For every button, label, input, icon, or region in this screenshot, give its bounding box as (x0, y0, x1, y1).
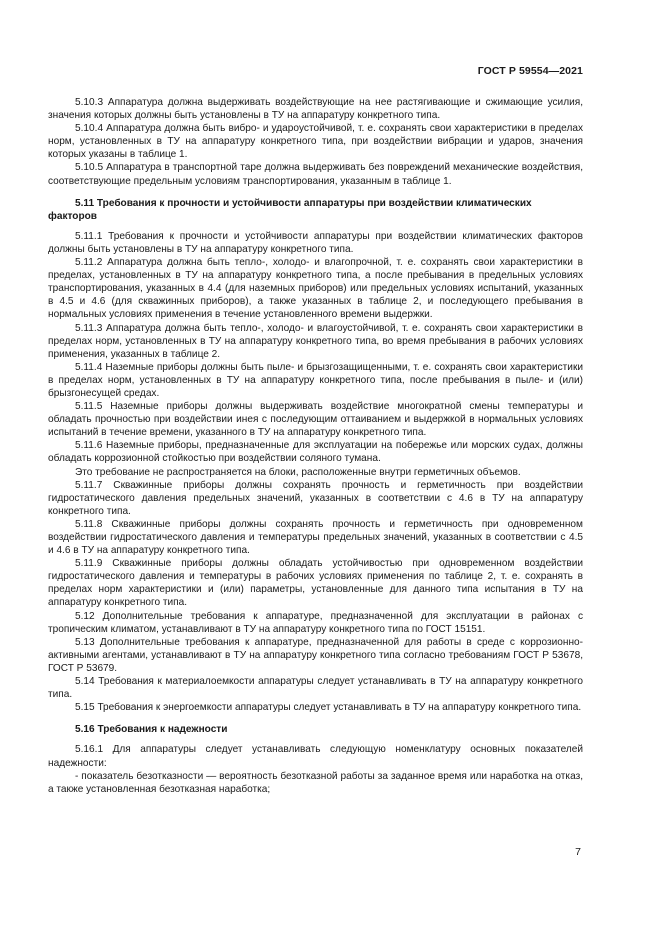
standard-number: ГОСТ Р 59554—2021 (477, 65, 583, 77)
paragraph-5-11-1: 5.11.1 Требования к прочности и устойчивости аппаратуры при воздействии климатических факторов должны быть установлены в ТУ на аппаратуру конкретного типа. (48, 230, 583, 255)
paragraph-5-15: 5.15 Требования к энергоемкости аппаратуры следует устанавливать в ТУ на аппаратуру конкретного типа. (75, 702, 582, 714)
paragraph-5-14: 5.14 Требования к материалоемкости аппаратуры следует устанавливать в ТУ на аппаратуру конкретного типа. (48, 676, 583, 701)
paragraph-5-16-1: 5.16.1 Для аппаратуры следует устанавливать следующую номенклатуру основных показателей надежности: (48, 744, 583, 769)
paragraph-5-11-6-note: Это требование не распространяется на блоки, расположенные внутри герметичных объемов. (75, 466, 521, 478)
section-heading-5-11: 5.11 Требования к прочности и устойчивости аппаратуры при воздействии климатических факторов (48, 197, 532, 222)
paragraph-5-11-4: 5.11.4 Наземные приборы должны быть пыле- и брызгозащищенными, т. е. сохранять свои характеристики в пределах норм, установленных в ТУ на аппаратуру конкретного типа, после пребывания в пыле- и (или) брызгонесущей средах. (48, 361, 583, 399)
paragraph-5-10-5: 5.10.5 Аппаратура в транспортной таре должна выдерживать без повреждений механические воздействия, соответствующие предельным условиям транспортирования, указанным в таблице 1. (48, 162, 583, 187)
paragraph-5-11-9: 5.11.9 Скважинные приборы должны обладать устойчивостью при одновременном воздействии гидростатического давления и температуры в рабочих условиях применения по таблице 2, т. е. сохранять в пределах норм характеристики и (или) параметры, установленные для данного типа испытания в ТУ на аппаратуру конкретного типа. (48, 558, 583, 609)
list-item-reliability-indicator: - показатель безотказности — вероятность безотказной работы за заданное время или наработка на отказ, а также установленная безотказная наработка; (48, 770, 583, 795)
page-number: 7 (575, 846, 581, 858)
paragraph-5-11-8: 5.11.8 Скважинные приборы должны сохранять прочность и герметичность при одновременном воздействии гидростатического давления и температуры предельных значений, указанных в соответствии с 4.5 и 4.6 в ТУ на аппаратуру конкретного типа. (48, 518, 583, 557)
paragraph-5-10-4: 5.10.4 Аппаратура должна быть вибро- и ударoустойчивой, т. е. сохранять свои характеристики в пределах норм, установленных в ТУ на аппаратуру конкретного типа, при воздействии вибрации и ударов, значения которых указаны в таблице 1. (48, 123, 583, 161)
section-heading-5-16: 5.16 Требования к надежности (75, 724, 228, 736)
paragraph-5-10-3: 5.10.3 Аппаратура должна выдерживать воздействующие на нее растягивающие и сжимающие усилия, значения которых должны быть установлены в ТУ на аппаратуру конкретного типа. (48, 97, 583, 122)
paragraph-5-13: 5.13 Дополнительные требования к аппаратуре, предназначенной для работы в среде с коррозионно-активными агентами, устанавливают в ТУ на аппаратуру конкретного типа согласно требованиям ГОСТ Р 53678, ГОСТ Р 53679. (48, 636, 583, 674)
paragraph-5-12: 5.12 Дополнительные требования к аппаратуре, предназначенной для эксплуатации в районах с тропическим климатом, устанавливают в ТУ на аппаратуру конкретного типа по ГОСТ 15151. (48, 610, 583, 635)
paragraph-5-11-5: 5.11.5 Наземные приборы должны выдерживать воздействие многократной смены температуры и обладать прочностью при воздействии инея с последующим оттаиванием и выдержкой в нормальных условиях испытаний в течение времени, указанного в ТУ на аппаратуру конкретного типа. (48, 401, 583, 439)
paragraph-5-11-6: 5.11.6 Наземные приборы, предназначенные для эксплуатации на побережье или морских судах, должны обладать коррозионной стойкостью при воздействии соляного тумана. (48, 440, 583, 465)
paragraph-5-11-3: 5.11.3 Аппаратура должна быть тепло-, холодо- и влагоустойчивой, т. е. сохранять свои характеристики в пределах норм, установленных в ТУ на аппаратуру конкретного типа, во время пребывания в рабочих условиях применения, указанных в таблице 2. (48, 322, 583, 360)
paragraph-5-11-2: 5.11.2 Аппаратура должна быть тепло-, холодо- и влагопрочной, т. е. сохранять свои характеристики в пределах, установленных в ТУ на аппаратуру конкретного типа, а после пребывания в предельных условиях транспортирования, указанных в 4.4 (для наземных приборов) или предельных условиях испытаний, указанных в 4.5 и 4.6 (для скважинных приборов), а также указанных в таблице 2, и последующего пребывания в нормальных условиях применения в течение установленного времени выдержки. (48, 257, 583, 321)
paragraph-5-11-7: 5.11.7 Скважинные приборы должны сохранять прочность и герметичность при воздействии гидростатического давления предельных значений, указанных в соответствии с 4.6 в ТУ на аппаратуру конкретного типа. (48, 479, 583, 517)
page-content (48, 96, 583, 796)
